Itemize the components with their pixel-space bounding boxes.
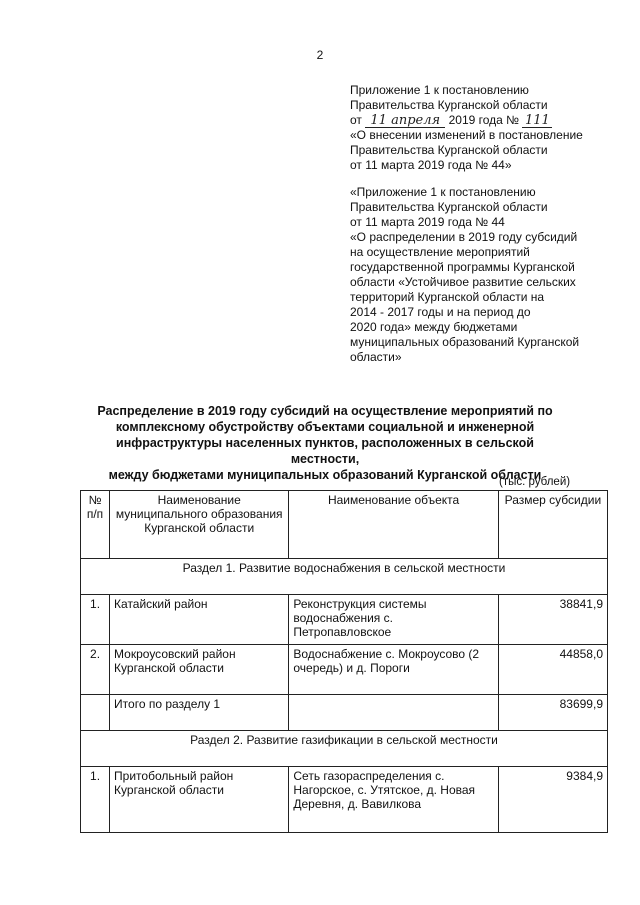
appendix-line: области» <box>350 350 402 364</box>
row-municipality: Мокроусовский район Курганской области <box>110 645 289 695</box>
appendix-original-block <box>350 185 610 365</box>
row-municipality: Катайский район <box>110 595 289 645</box>
date-middle: 2019 года № <box>448 113 520 127</box>
total-amount: 83699,9 <box>498 695 607 731</box>
appendix-line: «О внесении изменений в постановление <box>350 128 583 142</box>
section-title: Раздел 2. Развитие газификации в сельской местности <box>81 731 608 767</box>
appendix-current-block <box>350 83 610 173</box>
appendix-line: Правительства Курганской области <box>350 143 548 157</box>
units-label: (тыс. рублей) <box>499 476 571 488</box>
appendix-line: от 11 марта 2019 года № 44» <box>350 158 512 172</box>
heading-line: инфраструктуры населенных пунктов, расположенных в сельской местности, <box>116 436 534 466</box>
row-amount: 44858,0 <box>498 645 607 695</box>
row-amount: 38841,9 <box>498 595 607 645</box>
handwritten-number: 111 <box>522 115 552 128</box>
heading-line: Распределение в 2019 году субсидий на осуществление мероприятий по <box>97 404 553 418</box>
total-label: Итого по разделу 1 <box>110 695 289 731</box>
appendix-line: Правительства Курганской области <box>350 98 548 112</box>
document-heading <box>90 403 560 483</box>
appendix-line: государственной программы Курганской <box>350 260 575 274</box>
total-row <box>81 695 608 731</box>
heading-line: комплексному обустройству объектами социальной и инженерной <box>115 420 535 434</box>
appendix-line: Правительства Курганской области <box>350 200 548 214</box>
row-num: 1. <box>81 767 110 833</box>
row-num: 1. <box>81 595 110 645</box>
page-number: 2 <box>316 48 324 62</box>
row-num: 2. <box>81 645 110 695</box>
date-prefix: от <box>350 113 362 127</box>
appendix-line: Приложение 1 к постановлению <box>350 83 529 97</box>
row-object: Реконструкция системы водоснабжения с. Петропавловское <box>289 595 498 645</box>
subsidy-table <box>80 490 608 833</box>
row-amount: 9384,9 <box>498 767 607 833</box>
header-object: Наименование объекта <box>289 491 498 559</box>
section-row <box>81 731 608 767</box>
section-title: Раздел 1. Развитие водоснабжения в сельской местности <box>81 559 608 595</box>
total-num-cell <box>81 695 110 731</box>
appendix-line: территорий Курганской области на <box>350 290 545 304</box>
appendix-line: от 11 марта 2019 года № 44 <box>350 215 505 229</box>
header-amount: Размер субсидии <box>498 491 607 559</box>
appendix-line: 2014 - 2017 годы и на период до <box>350 305 531 319</box>
table-row <box>81 595 608 645</box>
total-object-cell <box>289 695 498 731</box>
header-num: № п/п <box>81 491 110 559</box>
appendix-line: «Приложение 1 к постановлению <box>350 185 536 199</box>
row-object: Сеть газораспределения с. Нагорское, с. Утятское, д. Новая Деревня, д. Вавилкова <box>289 767 498 833</box>
appendix-line: муниципальных образований Курганской <box>350 335 580 349</box>
handwritten-date: 11 апреля <box>365 115 445 128</box>
appendix-line: на осуществление мероприятий <box>350 245 530 259</box>
appendix-line: 2020 года» между бюджетами <box>350 320 518 334</box>
section-row <box>81 559 608 595</box>
table-row <box>81 645 608 695</box>
appendix-date-line <box>350 113 610 128</box>
appendix-line: «О распределении в 2019 году субсидий <box>350 230 578 244</box>
row-object: Водоснабжение с. Мокроусово (2 очередь) и д. Пороги <box>289 645 498 695</box>
table-header-row <box>81 491 608 559</box>
row-municipality: Притобольный район Курганской области <box>110 767 289 833</box>
table-row <box>81 767 608 833</box>
appendix-line: области «Устойчивое развитие сельских <box>350 275 576 289</box>
heading-line: между бюджетами муниципальных образований Курганской области <box>108 468 542 482</box>
header-municipality: Наименование муниципального образования Курганской области <box>110 491 289 559</box>
